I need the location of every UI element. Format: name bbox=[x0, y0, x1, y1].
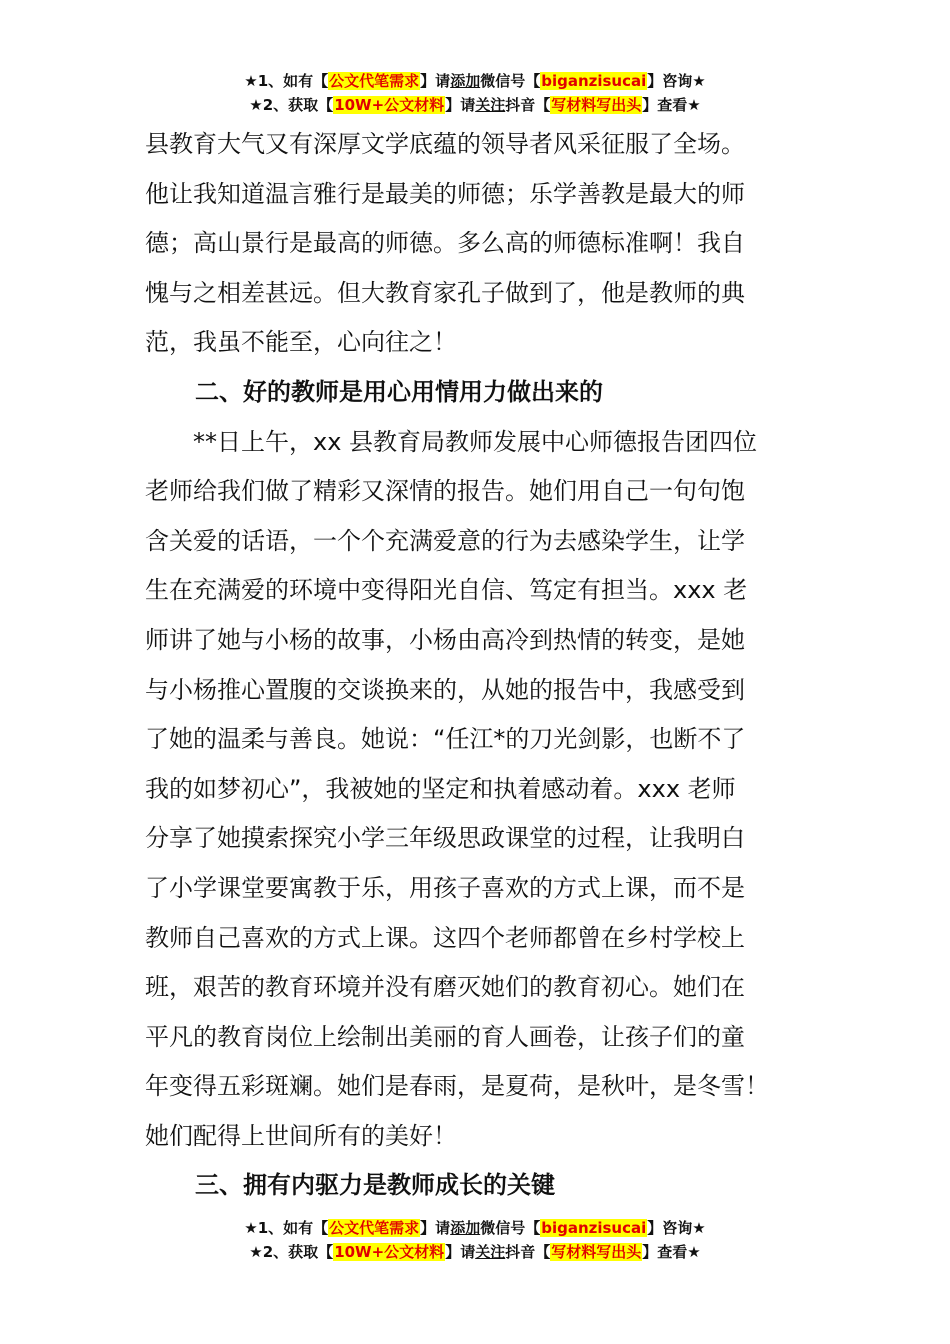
body-line: 我的如梦初心”，我被她的坚定和执着感动着。xxx 老师 bbox=[145, 774, 736, 803]
banner-highlight: biganzisucai bbox=[541, 72, 647, 90]
banner-highlight: 10W+公文材料 bbox=[334, 96, 445, 114]
banner-text: 】请 bbox=[420, 1219, 451, 1237]
banner-text: ★2、获取【 bbox=[249, 1243, 334, 1261]
document-body bbox=[145, 120, 805, 1211]
bottom-banner bbox=[0, 1216, 950, 1264]
banner-text: 微信号【 bbox=[480, 1219, 541, 1237]
body-line: 了她的温柔与善良。她说：“任江*的刀光剑影，也断不了 bbox=[145, 725, 746, 754]
body-line: 分享了她摸索探究小学三年级思政课堂的过程，让我明白 bbox=[145, 824, 745, 853]
banner-text: 抖音【 bbox=[505, 1243, 551, 1261]
banner-text: 】咨询★ bbox=[647, 1219, 706, 1237]
banner-text: 】请 bbox=[445, 1243, 476, 1261]
body-line: 年变得五彩斑斓。她们是春雨，是夏荷，是秋叶，是冬雪！ bbox=[145, 1072, 769, 1101]
banner-text: ★2、获取【 bbox=[249, 96, 334, 114]
body-line: 教师自己喜欢的方式上课。这四个老师都曾在乡村学校上 bbox=[145, 923, 745, 952]
banner-text: ★1、如有【 bbox=[244, 72, 329, 90]
banner-highlight: 写材料写出头 bbox=[551, 1243, 642, 1261]
banner-text: 】查看★ bbox=[642, 1243, 701, 1261]
body-line: 含关爱的话语，一个个充满爱意的行为去感染学生，让学 bbox=[145, 526, 745, 555]
body-line: 生在充满爱的环境中变得阳光自信、笃定有担当。xxx 老 bbox=[145, 576, 748, 605]
banner-text: 】请 bbox=[420, 72, 451, 90]
banner-text: ★1、如有【 bbox=[244, 1219, 329, 1237]
body-line: **日上午，xx 县教育局教师发展中心师德报告团四位 bbox=[145, 427, 758, 456]
body-line: 了小学课堂要寓教于乐，用孩子喜欢的方式上课，而不是 bbox=[145, 873, 745, 902]
banner-underline: 添加 bbox=[450, 72, 481, 90]
section-heading: 二、好的教师是用心用情用力做出来的 bbox=[195, 377, 603, 406]
body-line: 老师给我们做了精彩又深情的报告。她们用自己一句句饱 bbox=[145, 477, 745, 506]
body-line: 县教育大气又有深厚文学底蕴的领导者风采征服了全场。 bbox=[145, 130, 745, 158]
body-line: 师讲了她与小杨的故事，小杨由高冷到热情的转变，是她 bbox=[145, 625, 745, 654]
top-banner bbox=[0, 69, 950, 117]
banner-highlight: 公文代笔需求 bbox=[329, 72, 420, 90]
banner-highlight: biganzisucai bbox=[541, 1219, 647, 1237]
banner-underline: 添加 bbox=[450, 1219, 481, 1237]
body-line: 平凡的教育岗位上绘制出美丽的育人画卷，让孩子们的童 bbox=[145, 1022, 745, 1051]
banner-line-1 bbox=[0, 69, 950, 93]
body-line: 班，艰苦的教育环境并没有磨灭她们的教育初心。她们在 bbox=[145, 973, 745, 1002]
body-line: 他让我知道温言雅行是最美的师德；乐学善教是最大的师 bbox=[145, 179, 745, 208]
body-line: 愧与之相差甚远。但大教育家孔子做到了，他是教师的典 bbox=[145, 278, 745, 307]
banner-line-2 bbox=[0, 1240, 950, 1264]
banner-line-1 bbox=[0, 1216, 950, 1240]
body-line: 她们配得上世间所有的美好！ bbox=[145, 1121, 457, 1150]
banner-underline: 关注 bbox=[475, 96, 506, 114]
banner-underline: 关注 bbox=[475, 1243, 506, 1261]
section-heading: 三、拥有内驱力是教师成长的关键 bbox=[195, 1171, 555, 1200]
banner-highlight: 公文代笔需求 bbox=[329, 1219, 420, 1237]
banner-line-2 bbox=[0, 93, 950, 117]
body-line: 与小杨推心置腹的交谈换来的，从她的报告中，我感受到 bbox=[145, 675, 745, 704]
banner-highlight: 10W+公文材料 bbox=[334, 1243, 445, 1261]
banner-text: 抖音【 bbox=[505, 96, 551, 114]
banner-text: 】查看★ bbox=[642, 96, 701, 114]
banner-text: 】请 bbox=[445, 96, 476, 114]
banner-text: 】咨询★ bbox=[647, 72, 706, 90]
body-line: 德；高山景行是最高的师德。多么高的师德标准啊！我自 bbox=[145, 229, 745, 258]
banner-text: 微信号【 bbox=[480, 72, 541, 90]
body-line: 范，我虽不能至，心向往之！ bbox=[145, 328, 457, 357]
banner-highlight: 写材料写出头 bbox=[551, 96, 642, 114]
